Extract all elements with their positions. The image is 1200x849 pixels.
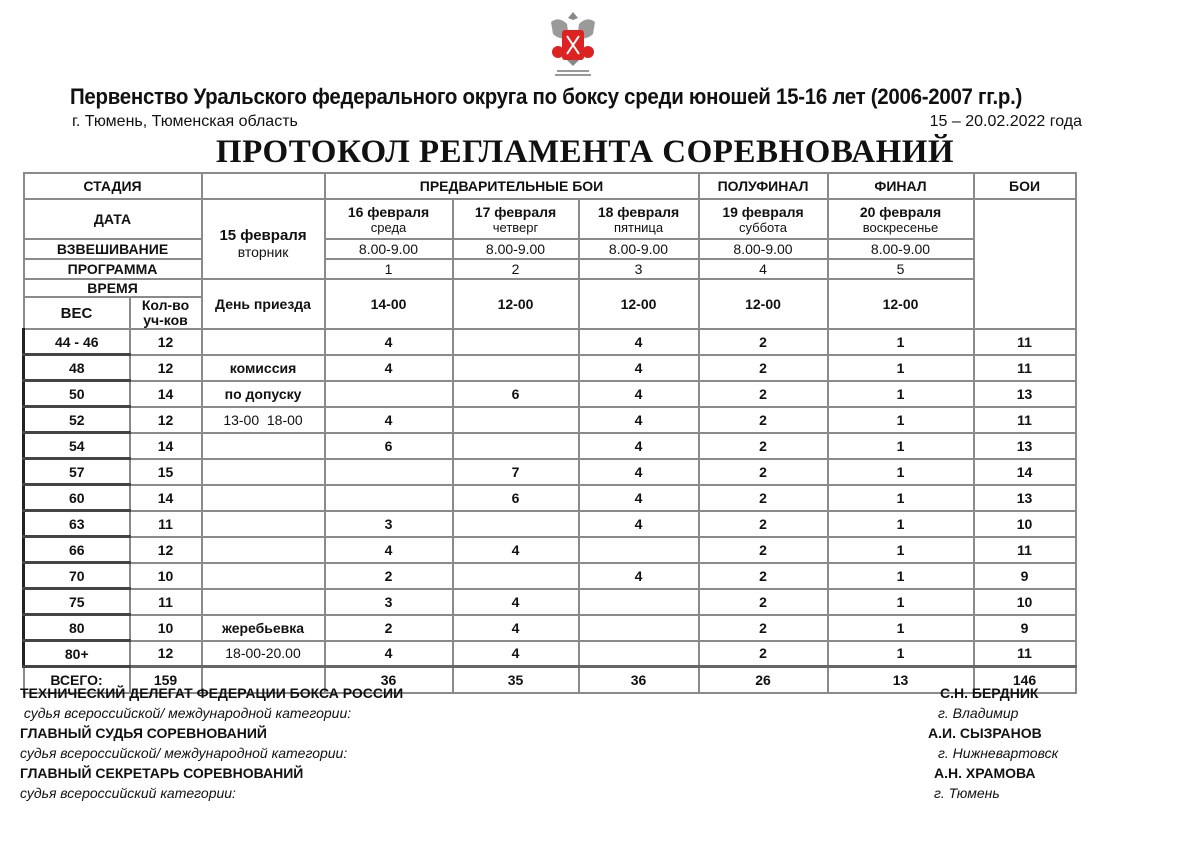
arrival-note (202, 511, 325, 537)
participant-count: 10 (130, 615, 202, 641)
bouts-19: 2 (699, 433, 828, 459)
participant-count: 12 (130, 641, 202, 667)
total-20: 13 (828, 667, 974, 694)
bouts-18: 4 (579, 485, 699, 511)
program-17: 2 (453, 259, 579, 279)
table-row (24, 589, 1076, 615)
weight-class: 48 (24, 355, 130, 381)
bouts-17 (453, 563, 579, 589)
arrival-note (202, 485, 325, 511)
time-16: 14-00 (325, 279, 453, 329)
participant-count: 10 (130, 563, 202, 589)
table-row (24, 355, 1076, 381)
bouts-total: 11 (974, 329, 1076, 355)
bouts-20: 1 (828, 589, 974, 615)
arrival-day-label: День приезда (202, 279, 325, 329)
arrival-note: жеребьевка (202, 615, 325, 641)
bouts-total: 11 (974, 641, 1076, 667)
bouts-18: 4 (579, 407, 699, 433)
time-19: 12-00 (699, 279, 828, 329)
bouts-18: 4 (579, 381, 699, 407)
bouts-16 (325, 459, 453, 485)
bouts-20: 1 (828, 641, 974, 667)
weight-label: ВЕС (24, 297, 130, 329)
weight-class: 50 (24, 381, 130, 407)
arrival-note: 18-00-20.00 (202, 641, 325, 667)
official-row (20, 705, 1100, 725)
weigh-in-19: 8.00-9.00 (699, 239, 828, 259)
day-date: 17 февраля (474, 203, 557, 220)
official-row (20, 685, 1100, 705)
bouts-16: 4 (325, 407, 453, 433)
bouts-total: 11 (974, 407, 1076, 433)
competition-dates: 15 – 20.02.2022 года (929, 113, 1082, 130)
bouts-20: 1 (828, 407, 974, 433)
participant-count: 12 (130, 407, 202, 433)
bouts-20: 1 (828, 459, 974, 485)
bouts-17 (453, 511, 579, 537)
arrival-note (202, 589, 325, 615)
program-19: 4 (699, 259, 828, 279)
bouts-18 (579, 615, 699, 641)
program-18: 3 (579, 259, 699, 279)
bouts-17 (453, 433, 579, 459)
bouts-16: 3 (325, 511, 453, 537)
bouts-19: 2 (699, 381, 828, 407)
participant-count: 14 (130, 485, 202, 511)
table-row (24, 381, 1076, 407)
table-row (24, 407, 1076, 433)
official-row (20, 765, 1100, 785)
weigh-in-17: 8.00-9.00 (453, 239, 579, 259)
program-label: ПРОГРАММА (24, 259, 202, 279)
final-header: ФИНАЛ (828, 173, 974, 199)
official-row (20, 785, 1100, 805)
time-20: 12-00 (828, 279, 974, 329)
weight-class: 44 - 46 (24, 329, 130, 355)
competition-title: Первенство Уральского федерального округа по боксу среди юношей 15-16 лет (2006-2007 гг.р.) (70, 84, 1023, 109)
bouts-20: 1 (828, 355, 974, 381)
weight-class: 57 (24, 459, 130, 485)
table-row (24, 615, 1076, 641)
bouts-total: 13 (974, 433, 1076, 459)
bouts-18 (579, 641, 699, 667)
bouts-20: 1 (828, 485, 974, 511)
total-16: 36 (325, 667, 453, 694)
signatures (20, 685, 1100, 805)
bouts-19: 2 (699, 407, 828, 433)
arrival-note: комиссия (202, 355, 325, 381)
bouts-17 (453, 355, 579, 381)
participant-count: 12 (130, 537, 202, 563)
bouts-20: 1 (828, 329, 974, 355)
bouts-20: 1 (828, 563, 974, 589)
table-row (24, 511, 1076, 537)
weight-class: 80 (24, 615, 130, 641)
bouts-total: 10 (974, 511, 1076, 537)
day-weekday: суббота (739, 219, 788, 235)
bouts-19: 2 (699, 459, 828, 485)
official-role: ГЛАВНЫЙ СЕКРЕТАРЬ СОРЕВНОВАНИЙ (20, 765, 304, 781)
bouts-18: 4 (579, 459, 699, 485)
boxing-federation-emblem-icon (545, 8, 601, 80)
bouts-19: 2 (699, 537, 828, 563)
weigh-in-label: ВЗВЕШИВАНИЕ (24, 239, 202, 259)
day-weekday: пятница (613, 219, 664, 235)
bouts-20: 1 (828, 511, 974, 537)
participant-count: 12 (130, 329, 202, 355)
official-name: С.Н. БЕРДНИК (940, 685, 1039, 701)
bouts-17: 7 (453, 459, 579, 485)
arrival-note (202, 563, 325, 589)
total-bouts: 146 (974, 667, 1076, 694)
arrival-note (202, 459, 325, 485)
participant-count: 11 (130, 589, 202, 615)
day-16-date-cell (325, 199, 453, 239)
total-19: 26 (699, 667, 828, 694)
time-18: 12-00 (579, 279, 699, 329)
table-row (24, 537, 1076, 563)
total-label: ВСЕГО: (24, 667, 130, 694)
bouts-total: 13 (974, 485, 1076, 511)
participant-count: 14 (130, 433, 202, 459)
bouts-total: 9 (974, 615, 1076, 641)
official-row (20, 725, 1100, 745)
bouts-19: 2 (699, 485, 828, 511)
day-date: 16 февраля (347, 203, 430, 220)
day-weekday: четверг (492, 219, 539, 235)
bouts-19: 2 (699, 355, 828, 381)
bouts-18 (579, 537, 699, 563)
competition-city: г. Тюмень, Тюменская область (72, 113, 298, 130)
bouts-17: 6 (453, 381, 579, 407)
table-row (24, 329, 1076, 355)
bouts-total: 11 (974, 537, 1076, 563)
bouts-16: 4 (325, 641, 453, 667)
official-city: г. Тюмень (934, 785, 1000, 801)
day-date: 18 февраля (597, 203, 680, 220)
bouts-18: 4 (579, 355, 699, 381)
weight-class: 63 (24, 511, 130, 537)
bouts-18: 4 (579, 563, 699, 589)
weight-class: 60 (24, 485, 130, 511)
official-category: судья всероссийской/ международной категории: (20, 705, 352, 721)
participant-count: 12 (130, 355, 202, 381)
official-name: А.Н. ХРАМОВА (934, 765, 1036, 781)
bouts-17: 4 (453, 615, 579, 641)
day-20-date-cell (828, 199, 974, 239)
day-weekday: среда (370, 219, 407, 235)
stage-header: СТАДИЯ (24, 173, 202, 199)
official-role: ГЛАВНЫЙ СУДЬЯ СОРЕВНОВАНИЙ (20, 725, 267, 741)
bouts-18: 4 (579, 511, 699, 537)
bouts-17 (453, 407, 579, 433)
weight-class: 66 (24, 537, 130, 563)
bouts-16: 3 (325, 589, 453, 615)
arrival-note: по допуску (202, 381, 325, 407)
arrival-weekday: вторник (237, 243, 289, 260)
bouts-19: 2 (699, 329, 828, 355)
bouts-20: 1 (828, 381, 974, 407)
bouts-19: 2 (699, 641, 828, 667)
official-role: ТЕХНИЧЕСКИЙ ДЕЛЕГАТ ФЕДЕРАЦИИ БОКСА РОССИИ (20, 685, 404, 701)
bouts-16: 4 (325, 329, 453, 355)
bouts-20: 1 (828, 433, 974, 459)
day-date: 20 февраля (859, 203, 942, 220)
bouts-17: 6 (453, 485, 579, 511)
weight-class: 54 (24, 433, 130, 459)
count-label: Кол-во уч-ков (130, 297, 202, 329)
day-date: 19 февраля (722, 203, 804, 220)
program-20: 5 (828, 259, 974, 279)
table-row (24, 433, 1076, 459)
bouts-17: 4 (453, 641, 579, 667)
day-19-date-cell (699, 199, 828, 239)
program-16: 1 (325, 259, 453, 279)
participant-count: 11 (130, 511, 202, 537)
bouts-19: 2 (699, 589, 828, 615)
official-name: А.И. СЫЗРАНОВ (928, 725, 1042, 741)
bouts-19: 2 (699, 563, 828, 589)
bouts-18: 4 (579, 433, 699, 459)
official-city: г. Нижневартовск (938, 745, 1059, 761)
arrival-date-cell (202, 199, 325, 279)
date-label: ДАТА (24, 199, 202, 239)
participant-count: 14 (130, 381, 202, 407)
empty-cell (202, 173, 325, 199)
bouts-total: 11 (974, 355, 1076, 381)
bouts-20: 1 (828, 615, 974, 641)
bouts-header: БОИ (974, 173, 1076, 199)
bouts-total: 9 (974, 563, 1076, 589)
weight-class: 52 (24, 407, 130, 433)
schedule-table (22, 172, 1077, 694)
bouts-17 (453, 329, 579, 355)
day-17-date-cell (453, 199, 579, 239)
total-18: 36 (579, 667, 699, 694)
bouts-18 (579, 589, 699, 615)
table-row (24, 641, 1076, 667)
bouts-20: 1 (828, 537, 974, 563)
participant-count: 15 (130, 459, 202, 485)
official-city: г. Владимир (938, 705, 1019, 721)
bouts-total: 14 (974, 459, 1076, 485)
total-count: 159 (130, 667, 202, 694)
bouts-16: 4 (325, 355, 453, 381)
time-17: 12-00 (453, 279, 579, 329)
bouts-17: 4 (453, 537, 579, 563)
semifinal-header: ПОЛУФИНАЛ (699, 173, 828, 199)
weigh-in-16: 8.00-9.00 (325, 239, 453, 259)
bouts-19: 2 (699, 511, 828, 537)
official-category: судья всероссийский категории: (20, 785, 236, 801)
time-label: ВРЕМЯ (24, 279, 202, 297)
bouts-17: 4 (453, 589, 579, 615)
table-row (24, 563, 1076, 589)
arrival-note (202, 433, 325, 459)
protocol-title: ПРОТОКОЛ РЕГЛАМЕНТА СОРЕВНОВАНИЙ (215, 134, 955, 170)
total-17: 35 (453, 667, 579, 694)
arrival-date: 15 февраля (219, 226, 307, 244)
official-category: судья всероссийской/ международной категории: (20, 745, 348, 761)
table-row (24, 459, 1076, 485)
weigh-in-20: 8.00-9.00 (828, 239, 974, 259)
bouts-19: 2 (699, 615, 828, 641)
arrival-note (202, 329, 325, 355)
preliminary-header: ПРЕДВАРИТЕЛЬНЫЕ БОИ (325, 173, 699, 199)
bouts-16: 2 (325, 615, 453, 641)
bouts-18: 4 (579, 329, 699, 355)
bouts-16 (325, 485, 453, 511)
weigh-in-18: 8.00-9.00 (579, 239, 699, 259)
weight-class: 70 (24, 563, 130, 589)
arrival-note (202, 537, 325, 563)
bouts-16: 2 (325, 563, 453, 589)
day-18-date-cell (579, 199, 699, 239)
arrival-note: 13-00 18-00 (202, 407, 325, 433)
official-row (20, 745, 1100, 765)
bouts-total: 10 (974, 589, 1076, 615)
bouts-16 (325, 381, 453, 407)
bouts-16: 6 (325, 433, 453, 459)
weight-class: 80+ (24, 641, 130, 667)
bouts-16: 4 (325, 537, 453, 563)
day-weekday: воскресенье (862, 219, 939, 235)
bouts-empty-cell (974, 199, 1076, 329)
bouts-total: 13 (974, 381, 1076, 407)
weight-class: 75 (24, 589, 130, 615)
table-row (24, 485, 1076, 511)
